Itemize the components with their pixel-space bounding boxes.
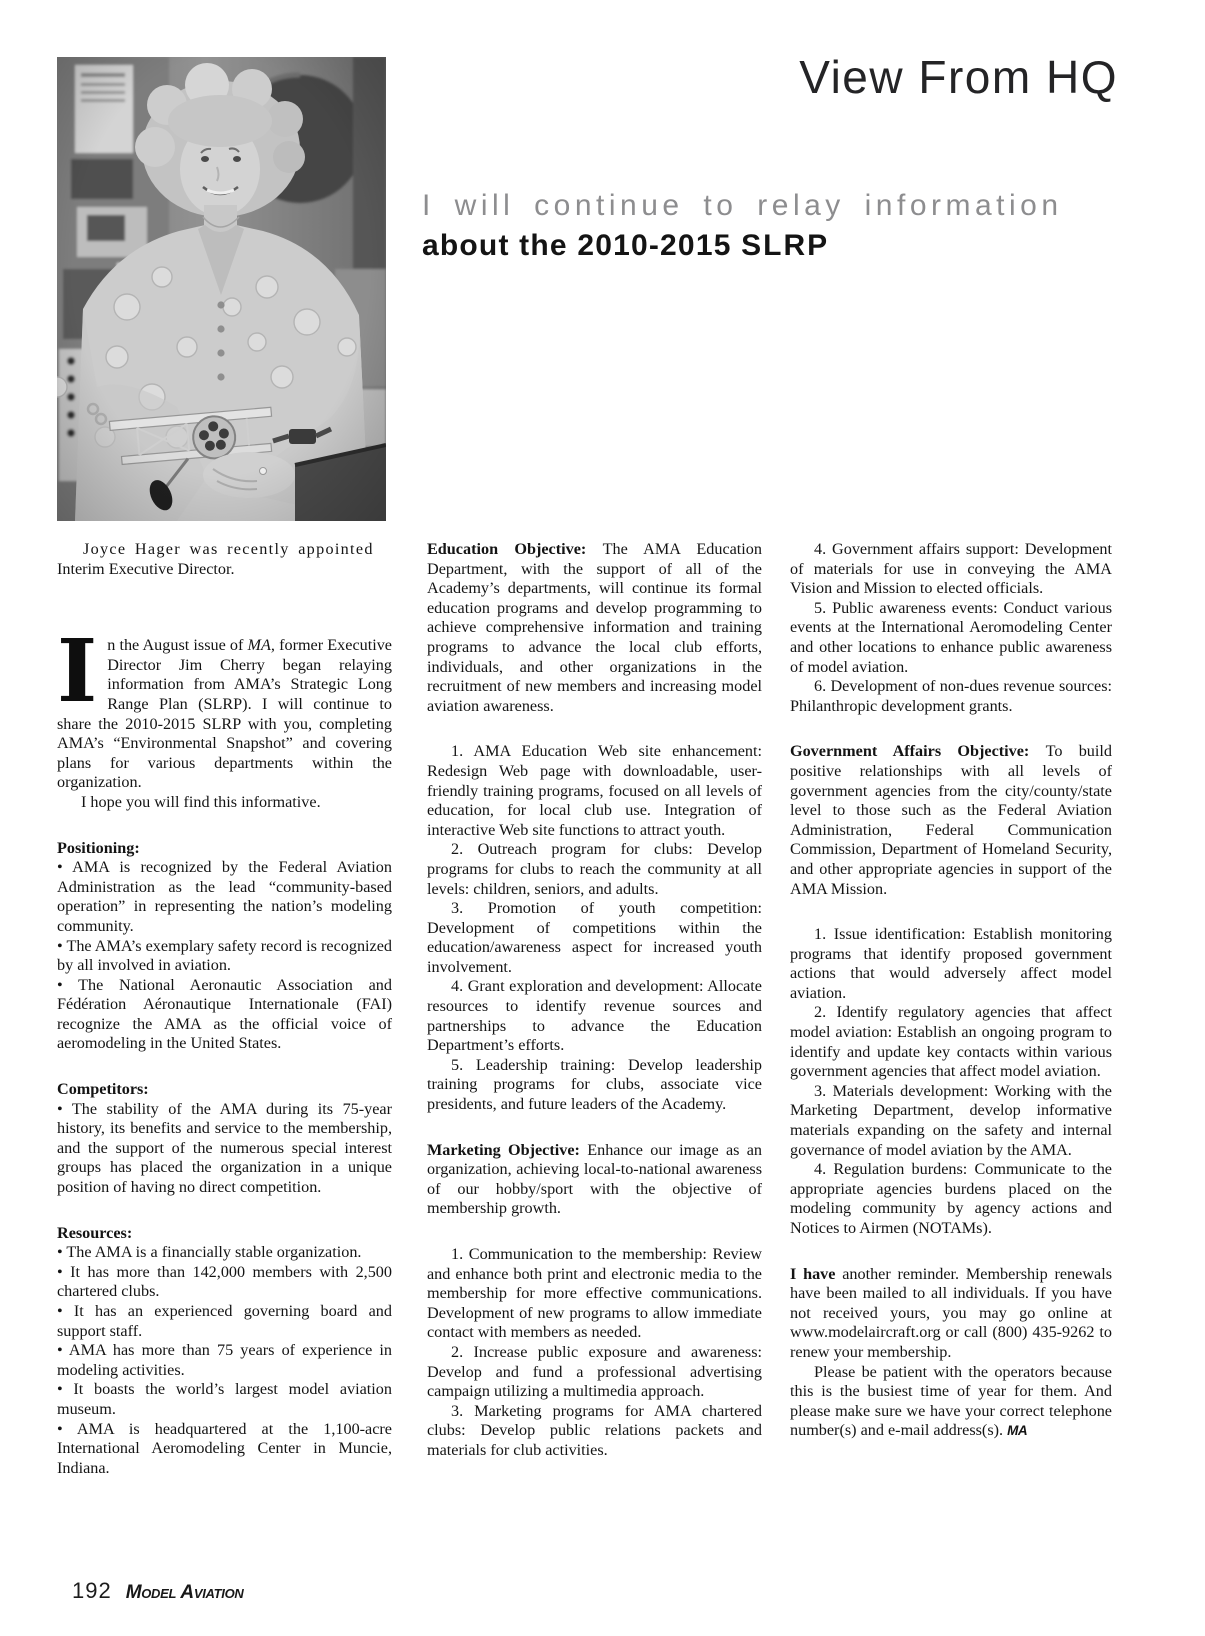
numbered-item: 3. Marketing programs for AMA chartered clubs: Develop public relations packets and materials for club activities. [427, 1401, 762, 1459]
numbered-item: 1. Communication to the membership: Review and enhance both print and electronic media to the membership for more effective communications. Development of new programs to allow immediate contact with members as needed. [427, 1245, 762, 1342]
photo-joyce-hager [57, 57, 386, 521]
education-objective [427, 540, 762, 716]
column-1 [57, 540, 392, 1478]
closing-paragraph [790, 1363, 1112, 1441]
column-3 [790, 540, 1112, 1441]
headline-line1: I will continue to relay information [422, 189, 1063, 222]
photo-caption [57, 540, 392, 579]
photo-caption-line2: Interim Executive Director. [57, 559, 235, 578]
column-title: View From HQ [799, 51, 1118, 103]
intro-text-rest: former Executive Director Jim Cherry began relaying information from AMA’s Strategic Long Range Plan (SLRP). I will continue to share the 2010-2015 SLRP with you, completing AMA’s “Environmental Snapshot” and covering plans for various departments within the organization. [57, 636, 392, 792]
education-objective-body: The AMA Education Department, with the support of all of the Academy’s departments, will continue its formal education programs and develop programming to achieve comprehensive information and training programs to advance the local club efforts, individuals, and other organizations in the recruitment of new members and increasing model aviation awareness. [427, 540, 762, 715]
drop-cap: I [57, 621, 98, 723]
marketing-objective-label: Marketing Objective: [427, 1140, 588, 1159]
numbered-item: 1. AMA Education Web site enhancement: Redesign Web page with downloadable, user-friendly training programs, focused on all levels of education, for local club use. Integration of interactive Web site functions to attract youth. [427, 742, 762, 839]
numbered-item: 4. Regulation burdens: Communicate to the appropriate agencies burdens placed on the modeling community by agency actions and Notices to Airmen (NOTAMs). [790, 1160, 1112, 1237]
headline-line2-regular: about the 2010-2015 [422, 229, 742, 262]
numbered-item: 2. Identify regulatory agencies that affect model aviation: Establish an ongoing program to identify and update key contacts within various government agencies that affect model aviation. [790, 1003, 1112, 1081]
article-headline [422, 186, 1122, 266]
magazine-logo: Model Aviation [125, 1582, 244, 1603]
marketing-objective-body: Enhance our image as an organization, achieving local-to-national awareness of our hobby/sport with the objective of membership growth. [427, 1140, 762, 1218]
bullet-item: • The AMA’s exemplary safety record is recognized by all involved in aviation. [57, 936, 392, 975]
bullet-item: • The AMA is a financially stable organization. [57, 1243, 362, 1262]
magazine-abbrev-italic: MA, [247, 636, 275, 655]
intro-paragraph [57, 621, 392, 793]
bullet-item: • It boasts the world’s largest model aviation museum. [57, 1380, 392, 1418]
reminder-body: another reminder. Membership renewals have been mailed to all individuals. If you have not received yours, you may go online at www.modelaircraft.org or call (800) 435-9262 to renew your membership. [790, 1264, 1112, 1361]
page-footer [72, 1578, 244, 1604]
numbered-item: 6. Development of non-dues revenue sources: Philanthropic development grants. [790, 677, 1112, 715]
government-affairs-objective [790, 742, 1112, 899]
numbered-item: 2. Increase public exposure and awareness: Develop and fund a professional advertising campaign utilizing a multimedia approach. [427, 1342, 762, 1401]
page-number: 192 [72, 1578, 112, 1603]
section-heading-resources: Resources: [57, 1223, 133, 1242]
section-heading-positioning: Positioning: [57, 838, 140, 857]
headline-line2-bold: SLRP [741, 229, 830, 262]
government-affairs-label: Government Affairs Objective: [790, 742, 1046, 761]
education-objective-label: Education Objective: [427, 540, 603, 558]
numbered-item: 5. Leadership training: Develop leadership training programs for clubs, associate vice presidents, and future leaders of the Academy. [427, 1055, 762, 1114]
end-mark-ma-logo: MA [1007, 1423, 1028, 1439]
headline-line2 [422, 226, 1122, 266]
bullet-item: • It has more than 142,000 members with 2,500 chartered clubs. [57, 1262, 392, 1301]
numbered-item: 3. Promotion of youth competition: Development of competitions within the education/awareness aspect for increased youth involvement. [427, 899, 762, 976]
bullet-item: • AMA is recognized by the Federal Aviation Administration as the lead “community-based operation” in representing the nation’s modeling community. [57, 858, 392, 935]
photo-caption-line1: Joyce Hager was recently appointed [83, 540, 374, 558]
bullet-item: • It has an experienced governing board and support staff. [57, 1302, 392, 1340]
column-2 [427, 540, 762, 1461]
numbered-item: 4. Government affairs support: Development of materials for use in conveying the AMA Vision and Mission to elected officials. [790, 540, 1112, 598]
section-heading-competitors: Competitors: [57, 1080, 149, 1099]
bullet-item: • AMA is headquartered at the 1,100-acre International Aeromodeling Center in Muncie, Indiana. [57, 1419, 392, 1477]
intro-text: n the August issue of [107, 636, 248, 655]
numbered-item: 3. Materials development: Working with the Marketing Department, develop informative materials expanding on the safety and internal governance of model aviation by the AMA. [790, 1081, 1112, 1159]
reminder-paragraph [790, 1265, 1112, 1363]
bullet-item: • The stability of the AMA during its 75-year history, its benefits and service to the membership, and the support of the numerous special interest groups has placed the organization in a unique position of having no direct competition. [57, 1099, 392, 1197]
numbered-item: 2. Outreach program for clubs: Develop programs for clubs to reach the community at all levels: children, seniors, and adults. [427, 840, 762, 898]
bullet-item: • The National Aeronautic Association and Fédération Aéronautique Internationale (FAI) recognize the AMA as the official voice of aeromodeling in the United States. [57, 975, 392, 1053]
numbered-item: 1. Issue identification: Establish monitoring programs that identify proposed government actions that would adversely affect model aviation. [790, 925, 1112, 1002]
marketing-objective [427, 1141, 762, 1219]
numbered-item: 4. Grant exploration and development: Allocate resources to identify revenue sources and partnerships to advance the Education Department’s efforts. [427, 977, 762, 1055]
government-affairs-body: To build positive relationships with all levels of government agencies from the city/county/state level to those such as the Federal Aviation Administration, Federal Communication Commission, Department of Homeland Security, and other appropriate agencies in support of the AMA Mission. [790, 742, 1112, 898]
reminder-lead: I have [790, 1264, 843, 1283]
bullet-item: • AMA has more than 75 years of experience in modeling activities. [57, 1341, 392, 1379]
numbered-item: 5. Public awareness events: Conduct various events at the International Aeromodeling Center and other locations to enhance public awareness of model aviation. [790, 598, 1112, 676]
photo-illustration [57, 57, 386, 521]
closing-text: Please be patient with the operators because this is the busiest time of year for them. And please make sure we have your correct telephone number(s) and e-mail address(s). [790, 1362, 1112, 1440]
paragraph: I hope you will find this informative. [81, 792, 321, 811]
